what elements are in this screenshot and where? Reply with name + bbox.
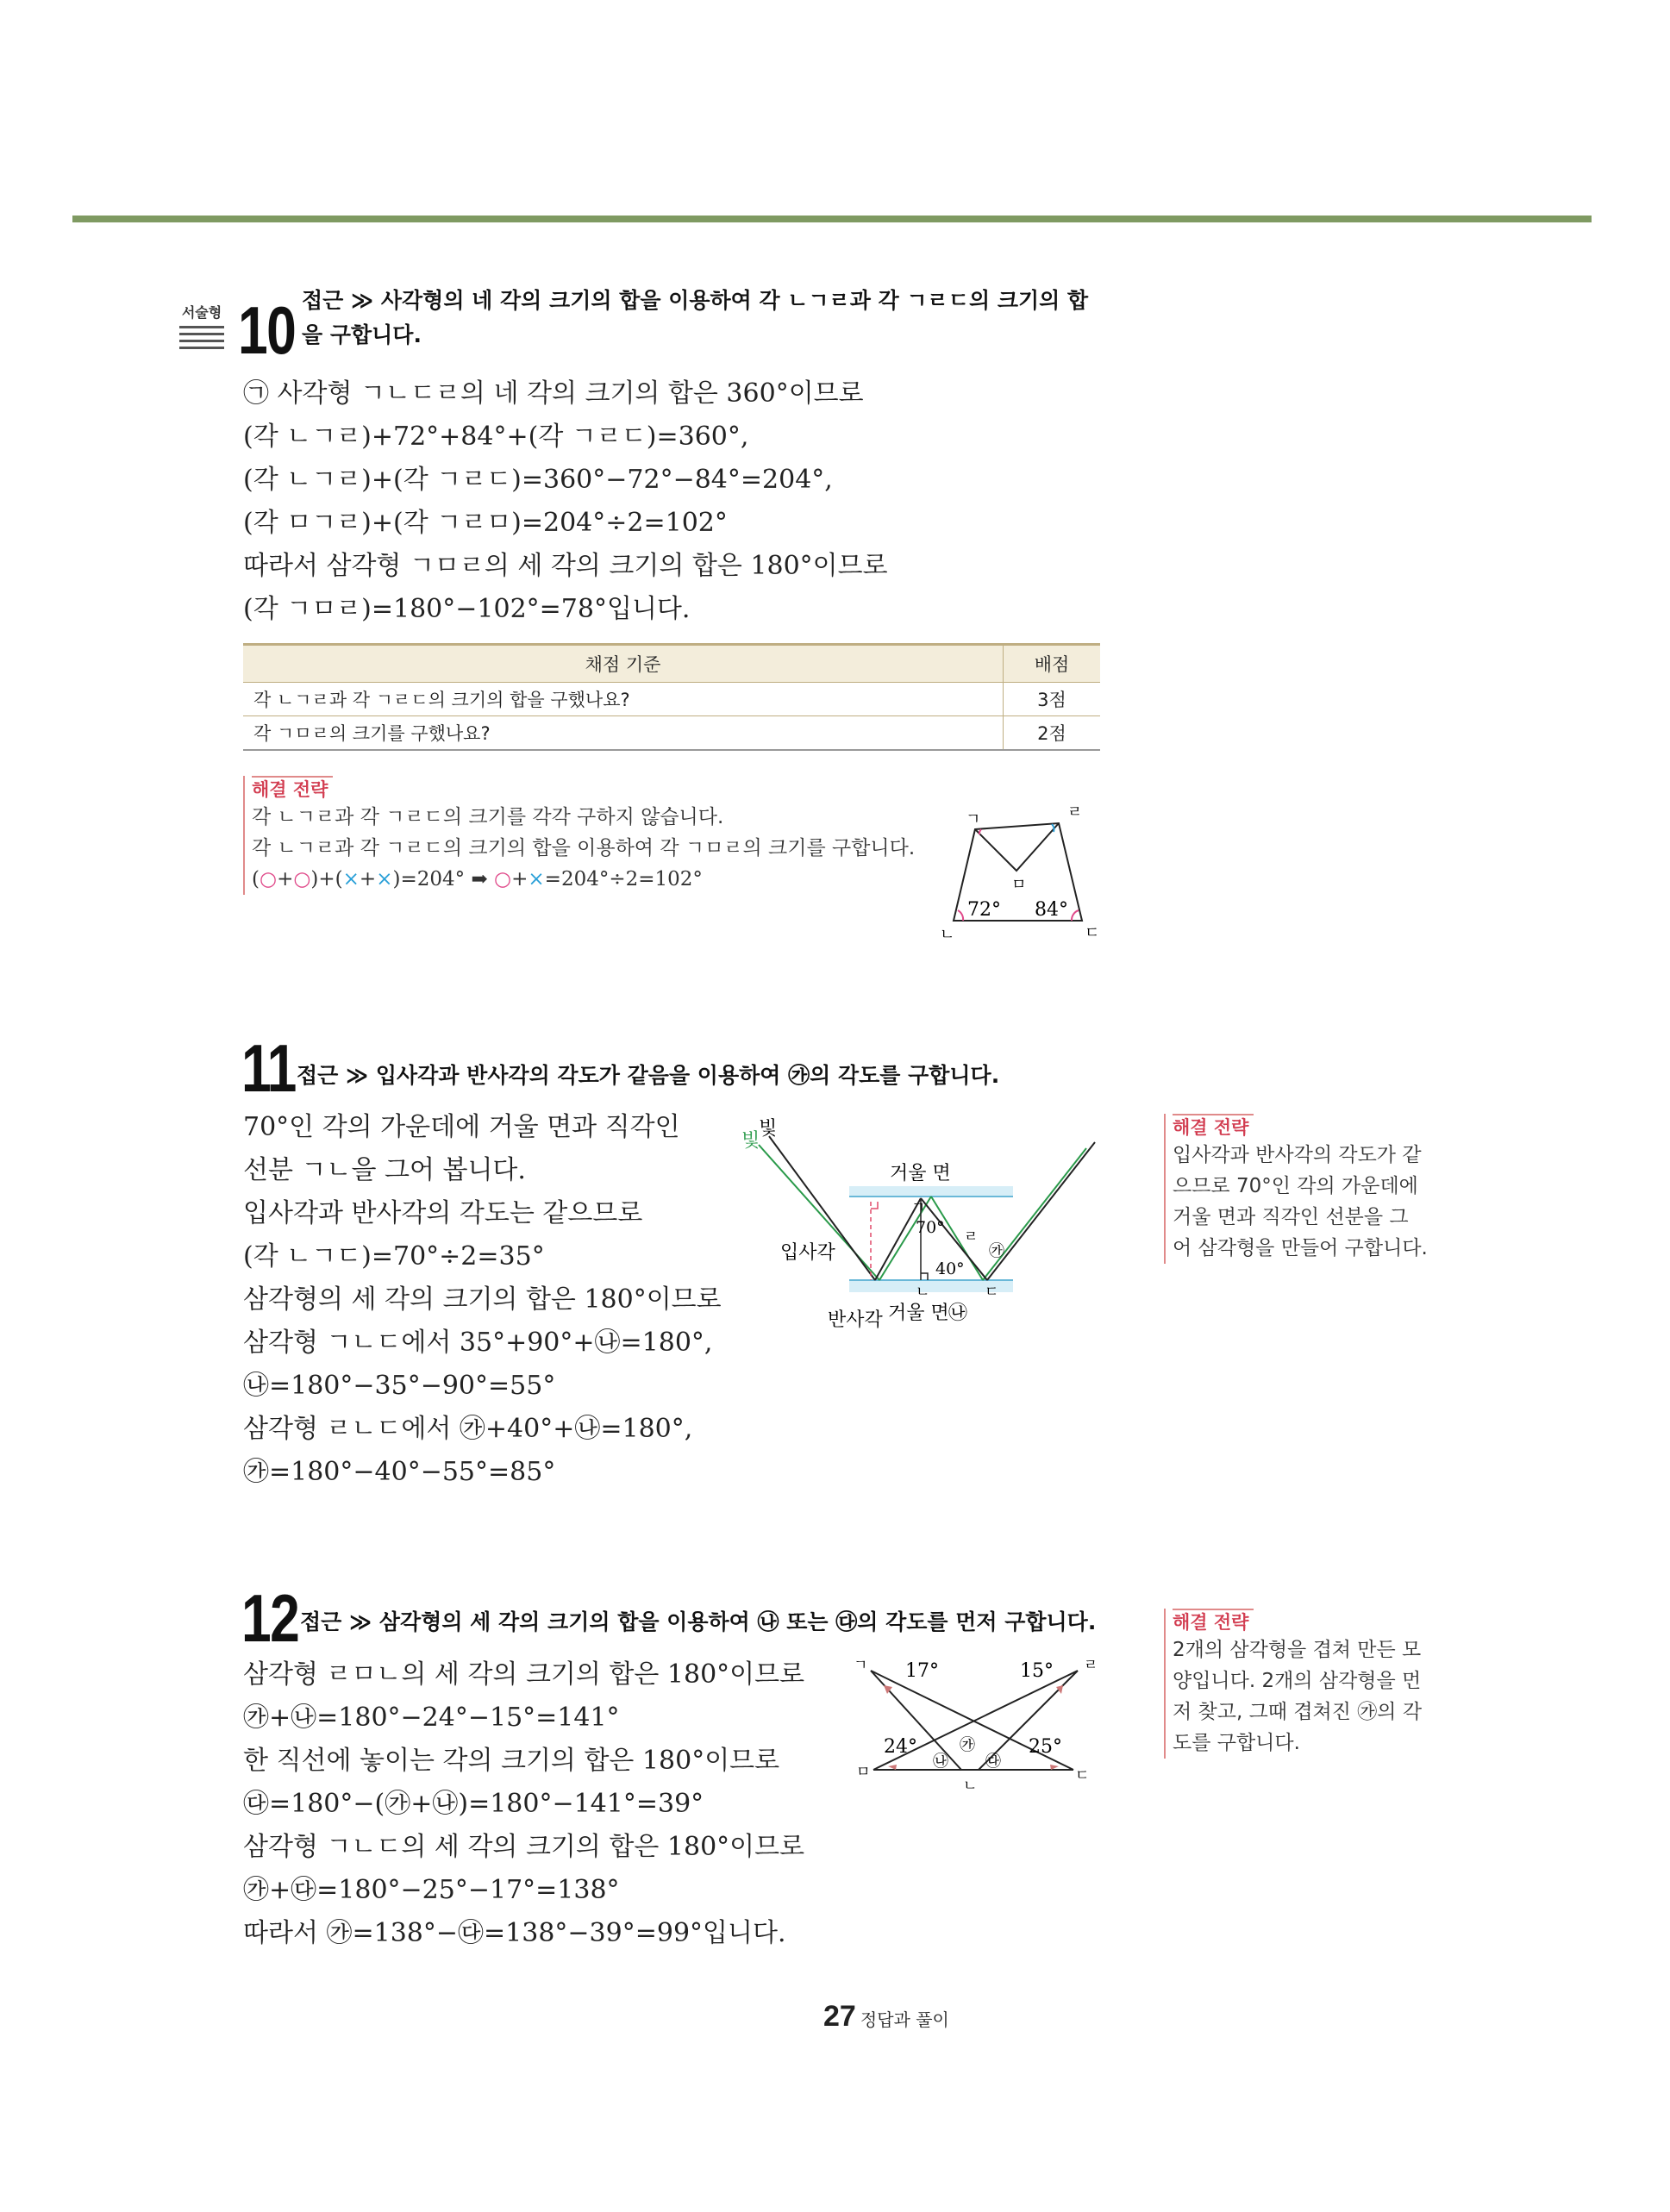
strategy-line: 저 찾고, 그때 겹쳐진 ㉮의 각: [1173, 1701, 1423, 1723]
solution-line: 삼각형의 세 각의 크기의 합은 180°이므로: [243, 1284, 722, 1315]
q11-approach: 접근 ≫ 입사각과 반사각의 각도가 같음을 이용하여 ㉮의 각도를 구합니다.: [297, 1063, 1000, 1088]
table-row: [243, 683, 1100, 716]
formula-part: )=204° ➡: [392, 868, 495, 890]
right-angle-mark: [921, 1273, 928, 1280]
vertex-label: ㅁ: [856, 1764, 871, 1781]
right-angle-mark: [871, 1202, 878, 1209]
page-footer: [823, 2000, 949, 2034]
grading-table: [243, 643, 1100, 751]
angle-label: 15°: [1020, 1660, 1054, 1682]
vertex-label: ㅁ: [1011, 876, 1027, 894]
page-number: 27: [823, 2000, 856, 2033]
angle-na-label: ㉯: [948, 1303, 968, 1324]
solution-line: (각 ㅁㄱㄹ)+(각 ㄱㄹㅁ)=204°÷2=102°: [243, 508, 728, 538]
question-number-10: 10: [238, 292, 296, 368]
solution-line: (각 ㄴㄱㄹ)+(각 ㄱㄹㄷ)=360°−72°−84°=204°,: [243, 465, 833, 495]
solution-line: 삼각형 ㄱㄴㄷ의 세 각의 크기의 합은 180°이므로: [243, 1832, 805, 1862]
angle-ga-label: ㉮: [960, 1736, 975, 1754]
solution-line: ㉮=180°−40°−55°=85°: [243, 1457, 556, 1487]
strategy-heading: 해결 전략: [1173, 1114, 1254, 1140]
strategy-heading: 해결 전략: [252, 776, 333, 802]
page-label: 정답과 풀이: [860, 2009, 949, 2030]
angle-40-label: 40°: [935, 1259, 965, 1278]
grading-table-header: [243, 645, 1100, 683]
strategy-line: 입사각과 반사각의 각도가 같: [1173, 1144, 1422, 1166]
reflected-angle-label: 반사각: [828, 1309, 883, 1331]
q11-strategy-box: [1164, 1114, 1448, 1264]
vertex-label: ㄴ: [916, 1284, 930, 1301]
grading-header-score: 배점: [1004, 645, 1101, 683]
essay-badge: [179, 302, 224, 349]
q10-solution: [243, 372, 888, 631]
light-label-green: 빛: [741, 1130, 760, 1152]
q10-strategy-box: [243, 776, 959, 895]
strategy-line: 으므로 70°인 각의 가운데에: [1173, 1175, 1418, 1197]
circle-mark: ○: [494, 868, 512, 890]
vertex-label: ㄷ: [1075, 1767, 1090, 1784]
grading-score-cell: 3점: [1004, 683, 1101, 716]
strategy-line: 거울 면과 직각인 선분을 그: [1173, 1206, 1409, 1228]
strategy-heading: 해결 전략: [1173, 1609, 1254, 1634]
vertex-label: ㄹ: [1067, 803, 1083, 822]
top-mirror: [849, 1186, 1013, 1197]
formula-part: )+(: [310, 868, 343, 890]
strategy-formula: [252, 864, 959, 895]
solution-line: (각 ㄴㄱㄷ)=70°÷2=35°: [243, 1241, 545, 1272]
strategy-line: 2개의 삼각형을 겹쳐 만든 모: [1173, 1639, 1422, 1661]
solution-line: 삼각형 ㄹㅁㄴ의 세 각의 크기의 합은 180°이므로: [243, 1659, 805, 1690]
strategy-line: 도를 구합니다.: [1173, 1732, 1300, 1754]
q11-solution: [243, 1106, 722, 1494]
vertex-label: ㄴ: [963, 1778, 978, 1795]
q12-approach: 접근 ≫ 삼각형의 세 각의 크기의 합을 이용하여 ㉯ 또는 ㉰의 각도를 먼저 구합니다.: [300, 1609, 1097, 1634]
vertex-label: ㄱ: [854, 1657, 868, 1674]
question-number-11: 11: [241, 1030, 296, 1106]
solution-line: 선분 ㄱㄴ을 그어 봅니다.: [243, 1155, 526, 1185]
cross-mark: ×: [376, 868, 393, 890]
light-label: 빛: [759, 1118, 778, 1140]
cross-mark: ×: [342, 868, 360, 890]
q10-approach-line1: 접근 ≫ 사각형의 네 각의 크기의 합을 이용하여 각 ㄴㄱㄹ과 각 ㄱㄹㄷ의 크기의 합: [302, 288, 1089, 313]
solution-line: ㉰=180°−(㉮+㉯)=180°−141°=39°: [243, 1789, 704, 1819]
grading-score-cell: 2점: [1004, 716, 1101, 751]
solution-line: 한 직선에 놓이는 각의 크기의 합은 180°이므로: [243, 1746, 780, 1776]
q12-solution: [243, 1653, 804, 1955]
q12-strategy-box: [1164, 1609, 1448, 1759]
angle-arc-right: [1072, 910, 1079, 921]
solution-line: ㉯=180°−35°−90°=55°: [243, 1371, 556, 1401]
circle-mark: ○: [293, 868, 311, 890]
formula-part: +: [511, 868, 529, 890]
mirror-label-bottom: 거울 면: [888, 1303, 949, 1324]
q11-mirror-figure: [733, 1112, 1104, 1345]
q10-approach-line2: 을 구합니다.: [302, 322, 422, 347]
q12-triangles-figure: [849, 1651, 1099, 1797]
strategy-line: 각 ㄴㄱㄹ과 각 ㄱㄹㄷ의 크기를 각각 구하지 않습니다.: [252, 806, 724, 828]
solution-line: 따라서 ㉮=138°−㉰=138°−39°=99°입니다.: [243, 1918, 786, 1948]
strategy-line: 각 ㄴㄱㄹ과 각 ㄱㄹㄷ의 크기의 합을 이용하여 각 ㄱㅁㄹ의 크기를 구합니다.: [252, 837, 916, 859]
solution-line: 입사각과 반사각의 각도는 같으므로: [243, 1198, 643, 1228]
top-divider-bar: [72, 216, 1592, 222]
solution-line: ㉠ 사각형 ㄱㄴㄷㄹ의 네 각의 크기의 합은 360°이므로: [243, 378, 864, 409]
angle-na-label: ㉯: [933, 1753, 948, 1771]
question-number-12: 12: [241, 1580, 299, 1656]
inner-lines: [975, 823, 1059, 871]
solution-line: 삼각형 ㄹㄴㄷ에서 ㉮+40°+㉯=180°,: [243, 1414, 693, 1444]
angle-label: 25°: [1029, 1736, 1062, 1758]
angle-label: 17°: [905, 1660, 939, 1682]
strategy-line: 어 삼각형을 만들어 구합니다.: [1173, 1237, 1428, 1259]
angle-da-label: ㉰: [985, 1753, 1001, 1771]
grading-header-criteria: 채점 기준: [243, 645, 1004, 683]
vertex-label: ㄷ: [985, 1284, 999, 1301]
solution-line: 삼각형 ㄱㄴㄷ에서 35°+90°+㉯=180°,: [243, 1328, 713, 1358]
vertex-label: ㄷ: [1085, 924, 1100, 942]
solution-line: ㉮+㉯=180°−24°−15°=141°: [243, 1703, 620, 1733]
formula-part: =204°÷2=102°: [544, 868, 703, 890]
solution-line: ㉮+㉰=180°−25°−17°=138°: [243, 1875, 620, 1905]
angle-mark: [1056, 1685, 1063, 1694]
grading-criteria-cell: 각 ㄴㄱㄹ과 각 ㄱㄹㄷ의 크기의 합을 구했나요?: [243, 683, 1004, 716]
formula-part: (: [252, 868, 260, 890]
solution-line: 70°인 각의 가운데에 거울 면과 직각인: [243, 1112, 680, 1142]
cross-mark: ×: [528, 868, 545, 890]
table-row: [243, 716, 1100, 751]
formula-part: +: [277, 868, 294, 890]
angle-label: 84°: [1035, 899, 1068, 921]
vertex-label: ㄱ: [911, 1199, 926, 1216]
q10-approach: [302, 284, 1121, 353]
angle-label: 24°: [884, 1736, 917, 1758]
incident-angle-label: 입사각: [780, 1242, 835, 1264]
solution-line: 따라서 삼각형 ㄱㅁㄹ의 세 각의 크기의 합은 180°이므로: [243, 551, 888, 581]
q10-quadrilateral-figure: [931, 793, 1104, 948]
solution-line: (각 ㄱㅁㄹ)=180°−102°=78°입니다.: [243, 594, 691, 624]
essay-badge-label: 서술형: [181, 304, 222, 321]
circle-mark: ○: [259, 868, 278, 890]
vertex-label: ㄴ: [940, 926, 955, 944]
green-ray-out: [983, 1148, 1086, 1280]
mirror-label-top: 거울 면: [890, 1163, 951, 1184]
angle-label: 72°: [967, 899, 1001, 921]
vertex-label: ㄹ: [964, 1228, 979, 1246]
strategy-line: 양입니다. 2개의 삼각형을 먼: [1173, 1670, 1422, 1692]
angle-arc-left: [958, 910, 963, 921]
vertex-label: ㄹ: [1084, 1657, 1098, 1674]
angle-ga-label: ㉮: [989, 1242, 1004, 1260]
solution-line: (각 ㄴㄱㄹ)+72°+84°+(각 ㄱㄹㄷ)=360°,: [243, 422, 749, 452]
angle-70-label: 70°: [916, 1218, 945, 1237]
formula-part: +: [359, 868, 377, 890]
grading-criteria-cell: 각 ㄱㅁㄹ의 크기를 구했나요?: [243, 716, 1004, 751]
vertex-label: ㄱ: [966, 810, 981, 828]
